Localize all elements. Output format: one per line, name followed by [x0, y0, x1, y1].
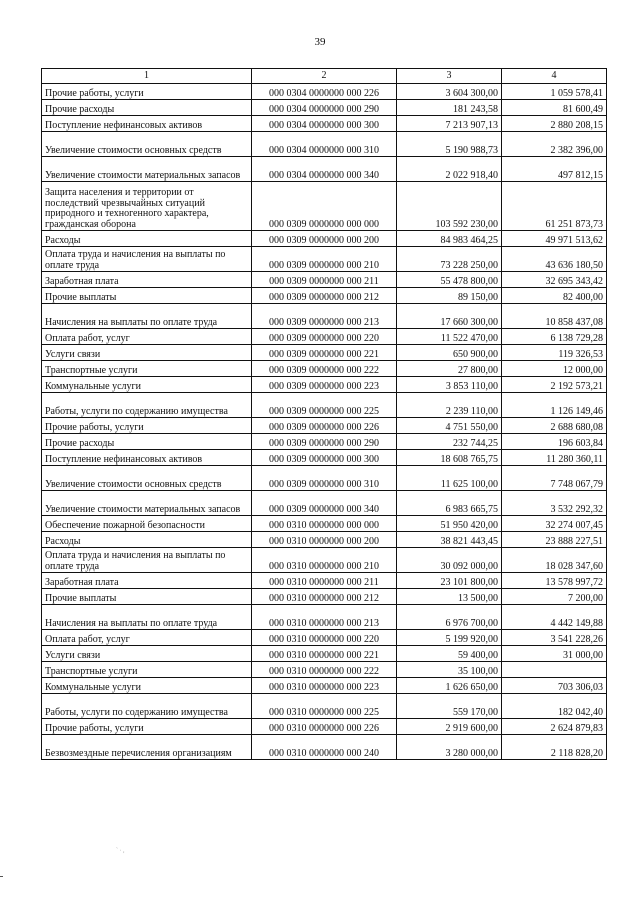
row-code-cell: 000 0309 0000000 000 211	[252, 272, 397, 288]
table-row	[42, 662, 607, 678]
table-body	[42, 84, 607, 760]
row-planned-value-cell: 5 199 920,00	[397, 630, 502, 646]
row-actual-value-cell: 13 578 997,72	[502, 573, 607, 589]
row-actual-value-cell: 2 192 573,21	[502, 377, 607, 393]
row-actual-value-cell: 2 624 879,83	[502, 719, 607, 735]
row-name-cell: Прочие работы, услуги	[42, 418, 252, 434]
row-planned-value-cell: 103 592 230,00	[397, 182, 502, 231]
row-planned-value-cell: 3 853 110,00	[397, 377, 502, 393]
row-planned-value-cell: 181 243,58	[397, 100, 502, 116]
row-planned-value-cell: 51 950 420,00	[397, 516, 502, 532]
row-code-cell: 000 0304 0000000 000 340	[252, 157, 397, 182]
table-row	[42, 304, 607, 329]
row-name-cell: Увеличение стоимости основных средств	[42, 466, 252, 491]
row-name-cell: Начисления на выплаты по оплате труда	[42, 605, 252, 630]
table-row	[42, 157, 607, 182]
row-name-cell: Прочие расходы	[42, 100, 252, 116]
table-row	[42, 272, 607, 288]
row-actual-value-cell: 32 695 343,42	[502, 272, 607, 288]
row-name-cell: Работы, услуги по содержанию имущества	[42, 393, 252, 418]
row-actual-value-cell: 1 126 149,46	[502, 393, 607, 418]
table-row	[42, 393, 607, 418]
table-row	[42, 288, 607, 304]
row-code-cell: 000 0309 0000000 000 290	[252, 434, 397, 450]
scan-artifact: ` · ,	[116, 848, 125, 854]
row-planned-value-cell: 650 900,00	[397, 345, 502, 361]
table-row	[42, 605, 607, 630]
row-planned-value-cell: 38 821 443,45	[397, 532, 502, 548]
row-name-cell: Оплата работ, услуг	[42, 630, 252, 646]
row-planned-value-cell: 17 660 300,00	[397, 304, 502, 329]
table-row	[42, 434, 607, 450]
row-name-cell: Прочие выплаты	[42, 288, 252, 304]
row-code-cell: 000 0310 0000000 000 220	[252, 630, 397, 646]
row-planned-value-cell: 55 478 800,00	[397, 272, 502, 288]
row-actual-value-cell: 4 442 149,88	[502, 605, 607, 630]
row-code-cell: 000 0310 0000000 000 226	[252, 719, 397, 735]
table-row	[42, 345, 607, 361]
row-code-cell: 000 0304 0000000 000 300	[252, 116, 397, 132]
table-row	[42, 491, 607, 516]
row-actual-value-cell: 81 600,49	[502, 100, 607, 116]
row-name-cell: Транспортные услуги	[42, 361, 252, 377]
row-name-cell: Начисления на выплаты по оплате труда	[42, 304, 252, 329]
row-name-cell: Увеличение стоимости основных средств	[42, 132, 252, 157]
table-row	[42, 678, 607, 694]
row-actual-value-cell: 703 306,03	[502, 678, 607, 694]
row-name-cell: Услуги связи	[42, 646, 252, 662]
row-actual-value-cell: 2 382 396,00	[502, 132, 607, 157]
row-actual-value-cell: 2 880 208,15	[502, 116, 607, 132]
row-name-cell: Коммунальные услуги	[42, 678, 252, 694]
row-code-cell: 000 0309 0000000 000 226	[252, 418, 397, 434]
row-code-cell: 000 0310 0000000 000 210	[252, 548, 397, 573]
row-code-cell: 000 0310 0000000 000 240	[252, 735, 397, 760]
row-code-cell: 000 0309 0000000 000 310	[252, 466, 397, 491]
table-row	[42, 329, 607, 345]
column-header-1: 1	[42, 69, 252, 84]
row-name-cell: Увеличение стоимости материальных запасов	[42, 491, 252, 516]
table-row	[42, 548, 607, 573]
row-actual-value-cell: 61 251 873,73	[502, 182, 607, 231]
row-code-cell: 000 0309 0000000 000 200	[252, 231, 397, 247]
row-actual-value-cell	[502, 662, 607, 678]
row-planned-value-cell: 3 604 300,00	[397, 84, 502, 100]
row-actual-value-cell: 32 274 007,45	[502, 516, 607, 532]
row-planned-value-cell: 23 101 800,00	[397, 573, 502, 589]
table-row	[42, 466, 607, 491]
row-planned-value-cell: 35 100,00	[397, 662, 502, 678]
table-row	[42, 450, 607, 466]
row-code-cell: 000 0309 0000000 000 300	[252, 450, 397, 466]
row-actual-value-cell: 1 059 578,41	[502, 84, 607, 100]
page-number: 39	[314, 36, 326, 48]
table-row	[42, 361, 607, 377]
row-actual-value-cell: 2 118 828,20	[502, 735, 607, 760]
row-code-cell: 000 0309 0000000 000 210	[252, 247, 397, 272]
column-header-4: 4	[502, 69, 607, 84]
table-row	[42, 532, 607, 548]
row-name-cell: Оплата труда и начисления на выплаты по оплате труда	[42, 247, 252, 272]
row-code-cell: 000 0309 0000000 000 212	[252, 288, 397, 304]
row-code-cell: 000 0310 0000000 000 000	[252, 516, 397, 532]
table-row	[42, 247, 607, 272]
row-name-cell: Услуги связи	[42, 345, 252, 361]
table-row	[42, 377, 607, 393]
row-name-cell: Обеспечение пожарной безопасности	[42, 516, 252, 532]
table-row	[42, 116, 607, 132]
row-name-cell: Оплата работ, услуг	[42, 329, 252, 345]
row-planned-value-cell: 6 976 700,00	[397, 605, 502, 630]
table-row	[42, 418, 607, 434]
row-planned-value-cell: 27 800,00	[397, 361, 502, 377]
row-actual-value-cell: 49 971 513,62	[502, 231, 607, 247]
row-actual-value-cell: 18 028 347,60	[502, 548, 607, 573]
row-name-cell: Увеличение стоимости материальных запасов	[42, 157, 252, 182]
row-code-cell: 000 0309 0000000 000 221	[252, 345, 397, 361]
table-row	[42, 719, 607, 735]
row-planned-value-cell: 4 751 550,00	[397, 418, 502, 434]
row-name-cell: Защита населения и территории от последствий чрезвычайных ситуаций природного и техногенного характера, гражданская оборона	[42, 182, 252, 231]
row-planned-value-cell: 559 170,00	[397, 694, 502, 719]
row-code-cell: 000 0309 0000000 000 222	[252, 361, 397, 377]
row-actual-value-cell: 7 748 067,79	[502, 466, 607, 491]
table-row	[42, 132, 607, 157]
table-row	[42, 573, 607, 589]
row-actual-value-cell: 31 000,00	[502, 646, 607, 662]
row-planned-value-cell: 13 500,00	[397, 589, 502, 605]
row-actual-value-cell: 12 000,00	[502, 361, 607, 377]
row-planned-value-cell: 2 239 110,00	[397, 393, 502, 418]
row-name-cell: Расходы	[42, 532, 252, 548]
table-row	[42, 231, 607, 247]
row-planned-value-cell: 30 092 000,00	[397, 548, 502, 573]
row-planned-value-cell: 3 280 000,00	[397, 735, 502, 760]
row-code-cell: 000 0310 0000000 000 200	[252, 532, 397, 548]
budget-table	[41, 68, 607, 760]
column-number-row	[42, 69, 607, 84]
row-name-cell: Прочие расходы	[42, 434, 252, 450]
row-name-cell: Работы, услуги по содержанию имущества	[42, 694, 252, 719]
scan-edge-mark	[0, 876, 3, 877]
row-name-cell: Заработная плата	[42, 573, 252, 589]
row-planned-value-cell: 59 400,00	[397, 646, 502, 662]
row-actual-value-cell: 196 603,84	[502, 434, 607, 450]
row-planned-value-cell: 5 190 988,73	[397, 132, 502, 157]
row-code-cell: 000 0309 0000000 000 223	[252, 377, 397, 393]
row-actual-value-cell: 3 541 228,26	[502, 630, 607, 646]
row-name-cell: Расходы	[42, 231, 252, 247]
column-header-2: 2	[252, 69, 397, 84]
row-code-cell: 000 0310 0000000 000 211	[252, 573, 397, 589]
row-planned-value-cell: 73 228 250,00	[397, 247, 502, 272]
table-row	[42, 100, 607, 116]
row-planned-value-cell: 11 522 470,00	[397, 329, 502, 345]
row-code-cell: 000 0310 0000000 000 213	[252, 605, 397, 630]
row-actual-value-cell: 182 042,40	[502, 694, 607, 719]
row-code-cell: 000 0309 0000000 000 213	[252, 304, 397, 329]
table-row	[42, 630, 607, 646]
table-row	[42, 646, 607, 662]
row-name-cell: Заработная плата	[42, 272, 252, 288]
row-code-cell: 000 0309 0000000 000 000	[252, 182, 397, 231]
table-row	[42, 589, 607, 605]
row-name-cell: Коммунальные услуги	[42, 377, 252, 393]
row-actual-value-cell: 11 280 360,11	[502, 450, 607, 466]
table-row	[42, 182, 607, 231]
row-planned-value-cell: 2 919 600,00	[397, 719, 502, 735]
row-code-cell: 000 0309 0000000 000 225	[252, 393, 397, 418]
row-actual-value-cell: 23 888 227,51	[502, 532, 607, 548]
row-code-cell: 000 0310 0000000 000 221	[252, 646, 397, 662]
row-code-cell: 000 0310 0000000 000 212	[252, 589, 397, 605]
row-actual-value-cell: 6 138 729,28	[502, 329, 607, 345]
row-name-cell: Поступление нефинансовых активов	[42, 116, 252, 132]
row-name-cell: Прочие работы, услуги	[42, 84, 252, 100]
row-actual-value-cell: 2 688 680,08	[502, 418, 607, 434]
row-planned-value-cell: 18 608 765,75	[397, 450, 502, 466]
row-name-cell: Поступление нефинансовых активов	[42, 450, 252, 466]
row-planned-value-cell: 11 625 100,00	[397, 466, 502, 491]
row-code-cell: 000 0309 0000000 000 340	[252, 491, 397, 516]
row-code-cell: 000 0310 0000000 000 222	[252, 662, 397, 678]
row-code-cell: 000 0309 0000000 000 220	[252, 329, 397, 345]
row-code-cell: 000 0304 0000000 000 290	[252, 100, 397, 116]
row-planned-value-cell: 7 213 907,13	[397, 116, 502, 132]
row-planned-value-cell: 89 150,00	[397, 288, 502, 304]
table-row	[42, 84, 607, 100]
table-row	[42, 694, 607, 719]
row-actual-value-cell: 43 636 180,50	[502, 247, 607, 272]
row-planned-value-cell: 1 626 650,00	[397, 678, 502, 694]
table-row	[42, 516, 607, 532]
row-code-cell: 000 0304 0000000 000 226	[252, 84, 397, 100]
row-name-cell: Безвозмездные перечисления организациям	[42, 735, 252, 760]
row-actual-value-cell: 7 200,00	[502, 589, 607, 605]
row-actual-value-cell: 497 812,15	[502, 157, 607, 182]
row-actual-value-cell: 10 858 437,08	[502, 304, 607, 329]
row-code-cell: 000 0310 0000000 000 223	[252, 678, 397, 694]
row-actual-value-cell: 82 400,00	[502, 288, 607, 304]
row-code-cell: 000 0304 0000000 000 310	[252, 132, 397, 157]
row-planned-value-cell: 232 744,25	[397, 434, 502, 450]
row-name-cell: Транспортные услуги	[42, 662, 252, 678]
row-name-cell: Оплата труда и начисления на выплаты по оплате труда	[42, 548, 252, 573]
row-actual-value-cell: 3 532 292,32	[502, 491, 607, 516]
row-planned-value-cell: 2 022 918,40	[397, 157, 502, 182]
row-code-cell: 000 0310 0000000 000 225	[252, 694, 397, 719]
row-name-cell: Прочие работы, услуги	[42, 719, 252, 735]
column-header-3: 3	[397, 69, 502, 84]
table-row	[42, 735, 607, 760]
row-name-cell: Прочие выплаты	[42, 589, 252, 605]
row-actual-value-cell: 119 326,53	[502, 345, 607, 361]
row-planned-value-cell: 6 983 665,75	[397, 491, 502, 516]
row-planned-value-cell: 84 983 464,25	[397, 231, 502, 247]
